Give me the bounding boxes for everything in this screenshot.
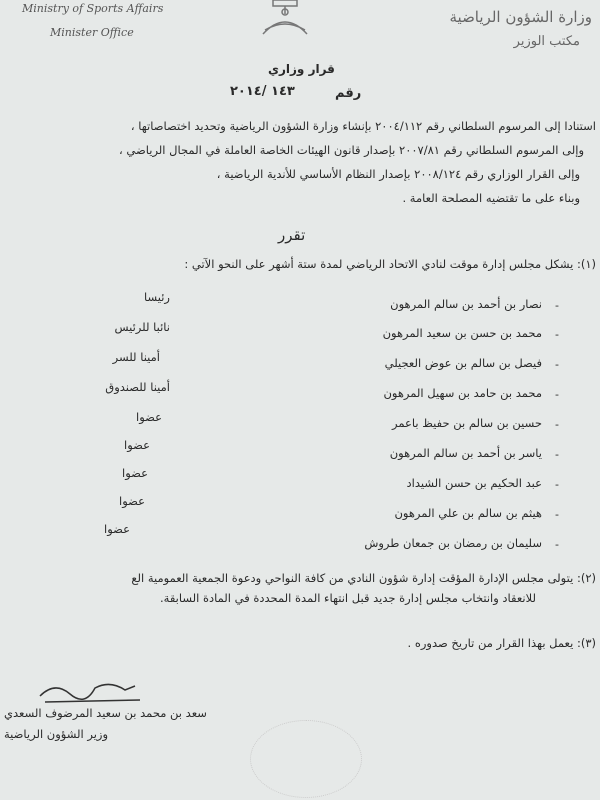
list-dash: - bbox=[555, 508, 559, 521]
member-role: عضوا bbox=[119, 494, 145, 508]
article-2 bbox=[4, 570, 596, 614]
letterhead-arabic-line2: مكتب الوزير bbox=[513, 34, 580, 49]
list-dash: - bbox=[555, 388, 559, 401]
member-name: حسين بن سالم بن حفيظ باعمر bbox=[392, 416, 542, 430]
list-dash: - bbox=[555, 328, 559, 341]
decision-number: ١٤٣ /٢٠١٤ bbox=[230, 84, 295, 99]
member-name: محمد بن حسن بن سعيد المرهون bbox=[382, 326, 542, 340]
handwritten-signature bbox=[35, 676, 145, 706]
preamble-line: وبناء على ما تقتضيه المصلحة العامة . bbox=[402, 191, 580, 205]
preamble-line: استنادا إلى المرسوم السلطاني رقم ٢٠٠٤/١١٢ بإنشاء وزارة الشؤون الرياضية وتحديد اختصاصاتها ، bbox=[130, 119, 596, 133]
member-role: عضوا bbox=[136, 410, 162, 424]
member-name: سليمان بن رمضان بن جمعان طروش bbox=[364, 536, 542, 550]
preamble-line: وإلى القرار الوزاري رقم ٢٠٠٨/١٢٤ بإصدار النظام الأساسي للأندية الرياضية ، bbox=[216, 167, 580, 181]
preamble bbox=[4, 118, 596, 214]
member-role: أمينا للسر bbox=[112, 350, 160, 364]
letterhead-english-line2: Minister Office bbox=[50, 26, 134, 39]
article-3: (٣): يعمل بهذا القرار من تاريخ صدوره . bbox=[407, 636, 596, 650]
list-dash: - bbox=[555, 358, 559, 371]
member-name: هيثم بن سالم بن علي المرهون bbox=[394, 506, 542, 520]
decision-number-label: رقم bbox=[335, 86, 362, 101]
list-dash: - bbox=[555, 538, 559, 551]
signatory-name: سعد بن محمد بن سعيد المرضوف السعدي bbox=[4, 706, 207, 720]
list-dash: - bbox=[555, 299, 559, 312]
member-name: فيصل بن سالم بن عوض العجيلي bbox=[384, 356, 542, 370]
list-dash: - bbox=[555, 448, 559, 461]
member-role: رئيسا bbox=[144, 290, 170, 304]
article-1-block bbox=[4, 256, 596, 280]
faded-stamp bbox=[250, 720, 362, 798]
preamble-line: وإلى المرسوم السلطاني رقم ٢٠٠٧/٨١ بإصدار قانون الهيئات الخاصة العاملة في المجال الرياضي ، bbox=[119, 143, 584, 157]
member-name: عبد الحكيم بن حسن الشيداد bbox=[406, 476, 542, 490]
article-2-line2: للانعقاد وانتخاب مجلس إدارة جديد قبل انتهاء المدة المحددة في المادة السابقة. bbox=[160, 591, 536, 605]
member-role: عضوا bbox=[122, 466, 148, 480]
decides-heading: تقرر bbox=[278, 226, 306, 244]
signatory-title: وزير الشؤون الرياضية bbox=[4, 727, 109, 741]
letterhead-english-line1: Ministry of Sports Affairs bbox=[22, 2, 164, 15]
decision-title: قرار وزاري bbox=[268, 62, 335, 76]
list-dash: - bbox=[555, 478, 559, 491]
list-dash: - bbox=[555, 418, 559, 431]
member-name: محمد بن حامد بن سهيل المرهون bbox=[383, 386, 542, 400]
letterhead-arabic-line1: وزارة الشؤون الرياضية bbox=[449, 8, 592, 26]
member-role: أمينا للصندوق bbox=[105, 380, 170, 394]
article-2-line1: (٢): يتولى مجلس الإدارة المؤقت إدارة شؤون النادي من كافة النواحي ودعوة الجمعية العمومية الع bbox=[131, 571, 596, 585]
member-role: عضوا bbox=[104, 522, 130, 536]
oman-emblem-icon bbox=[255, 0, 315, 40]
article-1: (١): يشكل مجلس إدارة موقت لنادي الاتحاد الرياضي لمدة ستة أشهر على النحو الآتي : bbox=[184, 257, 596, 271]
member-name: نصار بن أحمد بن سالم المرهون bbox=[390, 297, 542, 311]
member-role: عضوا bbox=[124, 438, 150, 452]
member-role: نائبا للرئيس bbox=[114, 320, 170, 334]
member-name: ياسر بن أحمد بن سالم المرهون bbox=[389, 446, 542, 460]
